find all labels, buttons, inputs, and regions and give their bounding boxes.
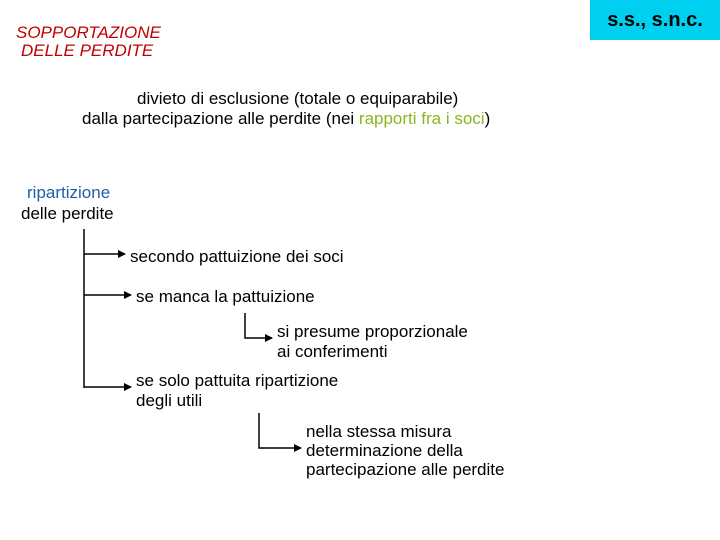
branch-3-post: ripartizione (250, 371, 339, 390)
branch-2-sub-line-1: si presume proporzionale (277, 322, 468, 341)
branch-2-bold: manca la pattuizione (158, 287, 315, 306)
intro-line-2-pre: dalla partecipazione alle perdite (nei (82, 109, 359, 128)
branch-3-bold: solo pattuita (158, 371, 251, 390)
root-label-line-2: delle perdite (21, 204, 114, 223)
branch-2-pre: se (136, 287, 159, 306)
intro-highlight: rapporti fra i soci (358, 109, 485, 128)
root-label-line-1: ripartizione (27, 183, 111, 202)
branch-3-label-line-2: degli utili (136, 391, 203, 410)
arrow-branch-3-sub (259, 413, 301, 448)
title-line-2: DELLE PERDITE (21, 41, 154, 60)
branch-3-pre: se (136, 371, 159, 390)
branch-3-sub-line-1: nella stessa misura (306, 422, 452, 441)
branch-3-sub-line-3: partecipazione alle perdite (306, 460, 505, 479)
branch-3-sub-line-2: determinazione della (306, 441, 463, 460)
title-line-1: SOPPORTAZIONE (16, 23, 161, 42)
intro-line-1: divieto di esclusione (totale o equiparabile) (137, 89, 459, 108)
company-type-badge: s.s., s.n.c. (590, 0, 720, 40)
intro-line-2-post: ) (484, 109, 491, 128)
arrow-branch-2-sub (245, 313, 272, 338)
branch-1-label: secondo pattuizione dei soci (130, 247, 344, 266)
branch-2-sub-line-2: ai conferimenti (277, 342, 388, 361)
